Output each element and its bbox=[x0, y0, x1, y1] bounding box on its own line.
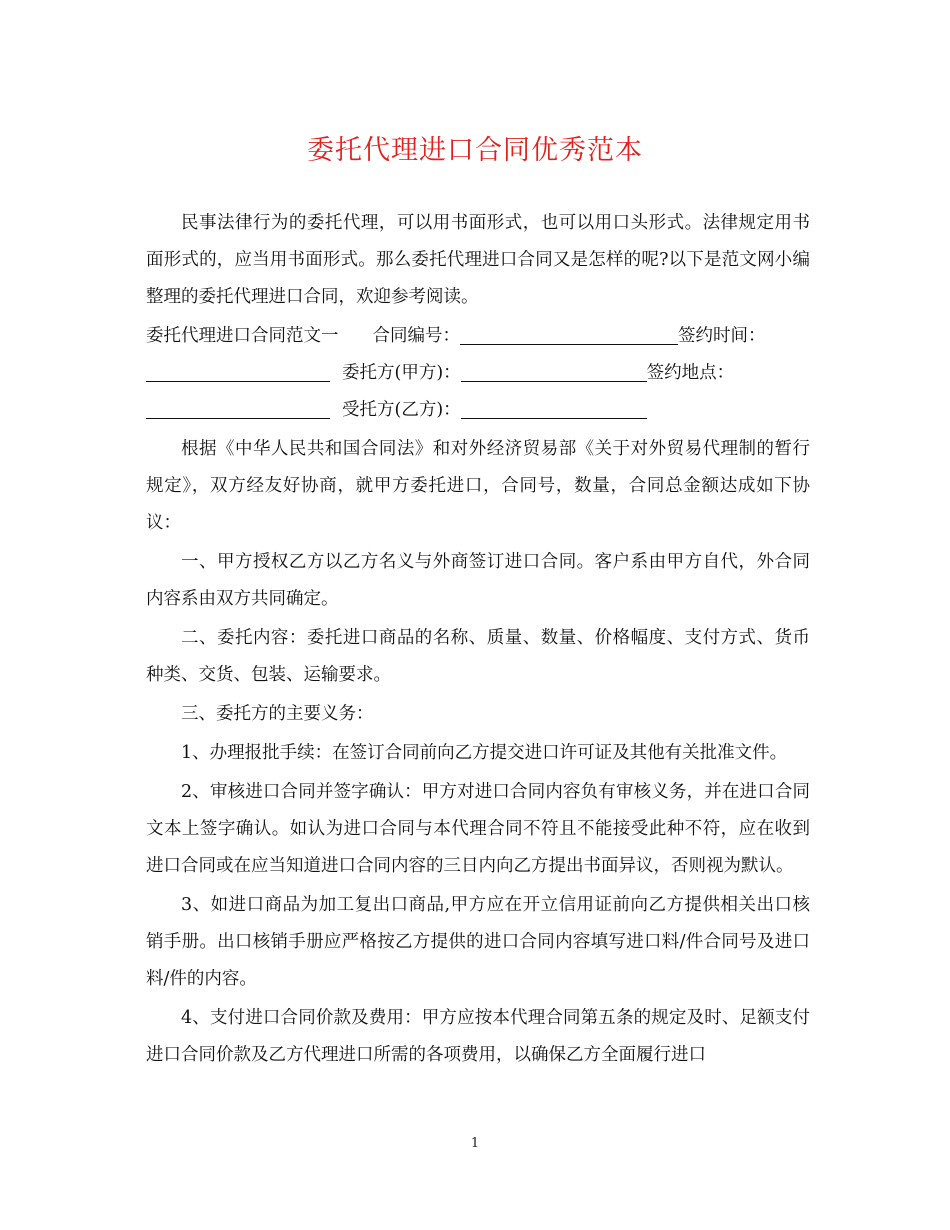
party-a-label: 委托方(甲方)： bbox=[342, 363, 461, 383]
contract-no-blank bbox=[460, 324, 678, 345]
sample-label: 委托代理进口合同范文一 bbox=[146, 326, 339, 346]
form-line-1 bbox=[146, 318, 810, 355]
sign-time-label: 签约时间： bbox=[678, 326, 766, 346]
paragraph-clause-2: 二、委托内容：委托进口商品的名称、质量、数量、价格幅度、支付方式、货币种类、交货、包装、运输要求。 bbox=[146, 628, 810, 685]
paragraph-clause-1: 一、甲方授权乙方以乙方名义与外商签订进口合同。客户系由甲方自代，外合同内容系由双方共同确定。 bbox=[146, 552, 810, 609]
form-line-3 bbox=[146, 392, 810, 429]
party-b-blank bbox=[461, 398, 647, 419]
page-number: 1 bbox=[470, 1136, 480, 1151]
party-a-blank bbox=[461, 361, 647, 382]
party-b-label: 受托方(乙方)： bbox=[342, 400, 461, 420]
paragraph-item-4: 4、支付进口合同价款及费用：甲方应按本代理合同第五条的规定及时、足额支付进口合同价款及乙方代理进口所需的各项费用，以确保乙方全面履行进口 bbox=[146, 1008, 810, 1065]
sign-time-blank bbox=[146, 361, 330, 382]
paragraph-basis: 根据《中华人民共和国合同法》和对外经济贸易部《关于对外贸易代理制的暂行规定》，双方经友好协商，就甲方委托进口，合同号，数量，合同总金额达成如下协议： bbox=[146, 439, 810, 533]
contract-no-label: 合同编号： bbox=[372, 326, 460, 346]
sign-place-label: 签约地点： bbox=[646, 363, 735, 383]
paragraph-item-3: 3、如进口商品为加工复出口商品,甲方应在开立信用证前向乙方提供相关出口核销手册。出口核销手册应严格按乙方提供的进口合同内容填写进口料/件合同号及进口料/件的内容。 bbox=[146, 895, 810, 989]
document-body bbox=[146, 205, 810, 1076]
paragraph-item-2: 2、审核进口合同并签字确认：甲方对进口合同内容负有审核义务，并在进口合同文本上签字确认。如认为进口合同与本代理合同不符且不能接受此种不符，应在收到进口合同或在应当知道进口合同内容的三日内向乙方提出书面异议，否则视为默认。 bbox=[146, 782, 810, 876]
intro-paragraph: 民事法律行为的委托代理，可以用书面形式，也可以用口头形式。法律规定用书面形式的，应当用书面形式。那么委托代理进口合同又是怎样的呢?以下是范文网小编整理的委托代理进口合同，欢迎参考阅读。 bbox=[146, 213, 810, 307]
sign-place-blank bbox=[146, 398, 330, 419]
paragraph-item-1: 1、办理报批手续：在签订合同前向乙方提交进口许可证及其他有关批准文件。 bbox=[181, 743, 788, 763]
paragraph-clause-3: 三、委托方的主要义务： bbox=[181, 704, 374, 724]
form-line-2 bbox=[146, 355, 810, 392]
document-title: 委托代理进口合同优秀范本 bbox=[307, 135, 643, 166]
